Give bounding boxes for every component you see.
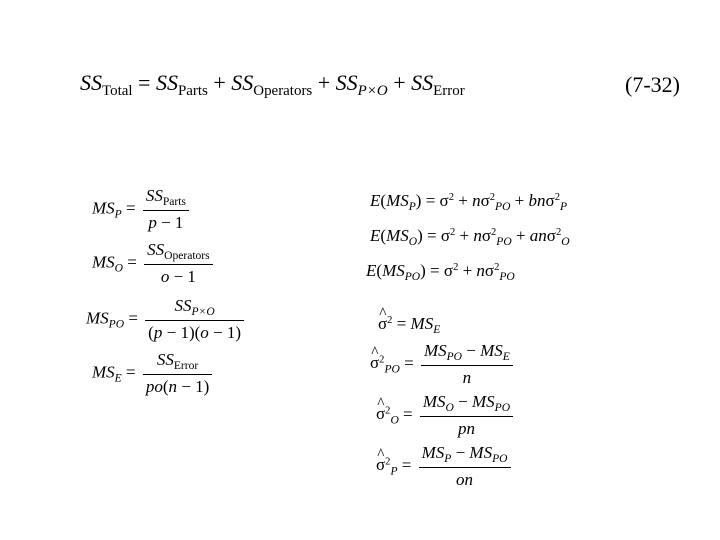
two: 2 <box>448 192 454 204</box>
equation-number: (7-32) <box>625 72 680 97</box>
sigma-hat-interaction-fraction: $\frac{MS_{PO} - MS_E}{n}$ <box>421 341 513 388</box>
ms-interaction-fraction: $\frac{SS_{P\times O}}{(p - 1)(o - 1)}$ <box>145 296 244 343</box>
sum-of-squares-equation: $SS_{Total} = SS_{Parts} + SS_{Operators} + SS_{P\times O} + SS_{Error}$ <box>80 70 465 100</box>
sigma-hat-error: ^ $\sigma^2 = MS_E$ <box>378 315 440 336</box>
expected-ms-interaction: $E(MS_{PO}) = \sigma^2 + n\sigma^2_{PO}$ <box>366 261 515 284</box>
two: 2 <box>450 227 456 239</box>
two: 2 <box>489 192 496 204</box>
operators-subscript: Operators <box>253 83 313 100</box>
error-subscript: Error <box>433 83 465 100</box>
one: 1 <box>187 267 196 287</box>
sigma-hat-parts-fraction: $\frac{MS_P - MS_{PO}}{on}$ <box>419 443 511 490</box>
ms-operators-formula: $MS_O$ = $\frac{SS_{Operators}}{o - 1}$ <box>92 240 216 287</box>
sigma-hat-operators-fraction: $\frac{MS_O - MS_{PO}}{pn}$ <box>420 392 513 439</box>
ms-interaction-formula: $MS_{PO}$ = $\frac{SS_{P\times O}}{(p - 1)(o - 1)}$ <box>86 296 247 343</box>
one: 1 <box>226 323 236 343</box>
sigma-hat-interaction: ^ $\sigma^2_{PO}$ = $\frac{MS_{PO} - MS_E}{n}$ <box>370 341 516 388</box>
two: 2 <box>387 315 393 327</box>
two: 2 <box>379 354 385 366</box>
error-subscript: Error <box>173 359 199 373</box>
two: 2 <box>494 262 500 274</box>
total-subscript: Total <box>102 83 133 100</box>
two: 2 <box>385 405 391 417</box>
expected-ms-parts: $E(MS_P) = \sigma^2 + n\sigma^2_{PO} + bn\sigma^2_P$ <box>370 191 568 214</box>
one: 1 <box>174 213 184 233</box>
sigma-hat-parts: ^ $\sigma^2_P$ = $\frac{MS_P - MS_{PO}}{on}$ <box>376 443 514 490</box>
ms-parts-fraction: $\frac{SS_{Parts}}{p - 1}$ <box>143 186 189 233</box>
two: 2 <box>491 227 497 239</box>
two: 2 <box>555 227 562 239</box>
one: 1 <box>180 323 189 343</box>
parts-subscript: Parts <box>162 195 186 209</box>
ms-error-fraction: $\frac{SS_{Error}}{po(n - 1)}$ <box>143 350 212 397</box>
operators-subscript: Operators <box>164 249 210 263</box>
two: 2 <box>453 262 459 274</box>
ms-operators-fraction: $\frac{SS_{Operators}}{o - 1}$ <box>144 240 213 287</box>
parts-subscript: Parts <box>177 83 208 100</box>
expected-ms-operators: $E(MS_O) = \sigma^2 + n\sigma^2_{PO} + an\sigma^2_O$ <box>370 226 570 249</box>
two: 2 <box>385 456 391 468</box>
two: 2 <box>554 192 560 204</box>
ms-parts-formula: $MS_P$ = $\frac{SS_{Parts}}{p - 1}$ <box>92 186 192 233</box>
sigma-hat-operators: ^ $\sigma^2_O$ = $\frac{MS_O - MS_{PO}}{pn}$ <box>376 392 516 439</box>
ms-error-formula: $MS_E$ = $\frac{SS_{Error}}{po(n - 1)}$ <box>92 350 215 397</box>
one: 1 <box>195 377 204 397</box>
